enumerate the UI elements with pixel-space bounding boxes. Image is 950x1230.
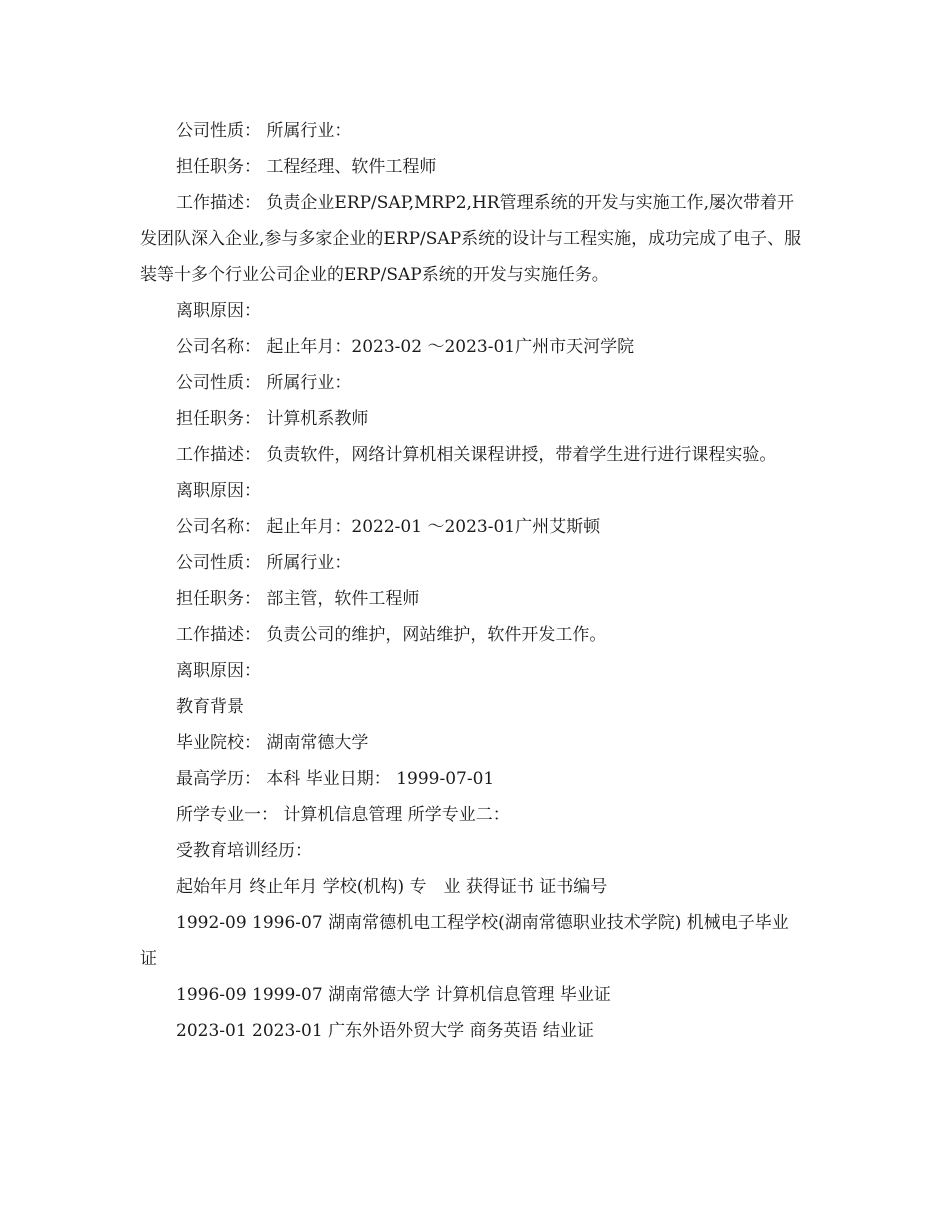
company-nature-line-1: 公司性质： 所属行业： [176, 121, 352, 141]
education-heading: 教育背景 [176, 697, 244, 717]
leave-reason-line-1: 离职原因： [176, 301, 261, 321]
position-line-1: 担任职务： 工程经理、软件工程师 [176, 157, 437, 177]
leave-reason-line-2: 离职原因： [176, 481, 261, 501]
graduate-school-line: 毕业院校： 湖南常德大学 [176, 733, 369, 753]
training-record-2: 1996-09 1999-07 湖南常德大学 计算机信息管理 毕业证 [176, 985, 611, 1005]
job-description-1: 工作描述： 负责企业ERP/SAP,MRP2,HR管理系统的开发与实施工作,屡次带着开发团队深入企业,参与多家企业的ERP/SAP系统的设计与工程实施，成功完成了电子、服装等十多个行业公司企业的ERP/SAP系统的开发与实施任务。 [140, 193, 802, 285]
company-nature-line-2: 公司性质： 所属行业： [176, 373, 352, 393]
position-line-2: 担任职务： 计算机系教师 [176, 409, 369, 429]
document-page [0, 113, 950, 1049]
highest-degree-line: 最高学历： 本科 毕业日期： 1999-07-01 [176, 769, 495, 789]
leave-reason-line-3: 离职原因： [176, 661, 261, 681]
training-record-3: 2023-01 2023-01 广东外语外贸大学 商务英语 结业证 [176, 1021, 594, 1041]
training-record-1: 1992-09 1996-07 湖南常德机电工程学校(湖南常德职业技术学院) 机械电子毕业证 [140, 913, 789, 969]
job-description-3: 工作描述： 负责公司的维护，网站维护，软件开发工作。 [176, 625, 607, 645]
training-columns-line: 起始年月 终止年月 学校(机构) 专 业 获得证书 证书编号 [176, 877, 608, 897]
major-line: 所学专业一： 计算机信息管理 所学专业二： [176, 805, 510, 825]
company-name-line-2: 公司名称： 起止年月：2023-02 ～2023-01广州市天河学院 [176, 337, 635, 357]
company-nature-line-3: 公司性质： 所属行业： [176, 553, 352, 573]
position-line-3: 担任职务： 部主管，软件工程师 [176, 589, 420, 609]
training-heading: 受教育培训经历： [176, 841, 312, 861]
job-description-2: 工作描述： 负责软件，网络计算机相关课程讲授，带着学生进行进行课程实验。 [176, 445, 777, 465]
company-name-line-3: 公司名称： 起止年月：2022-01 ～2023-01广州艾斯顿 [176, 517, 601, 537]
